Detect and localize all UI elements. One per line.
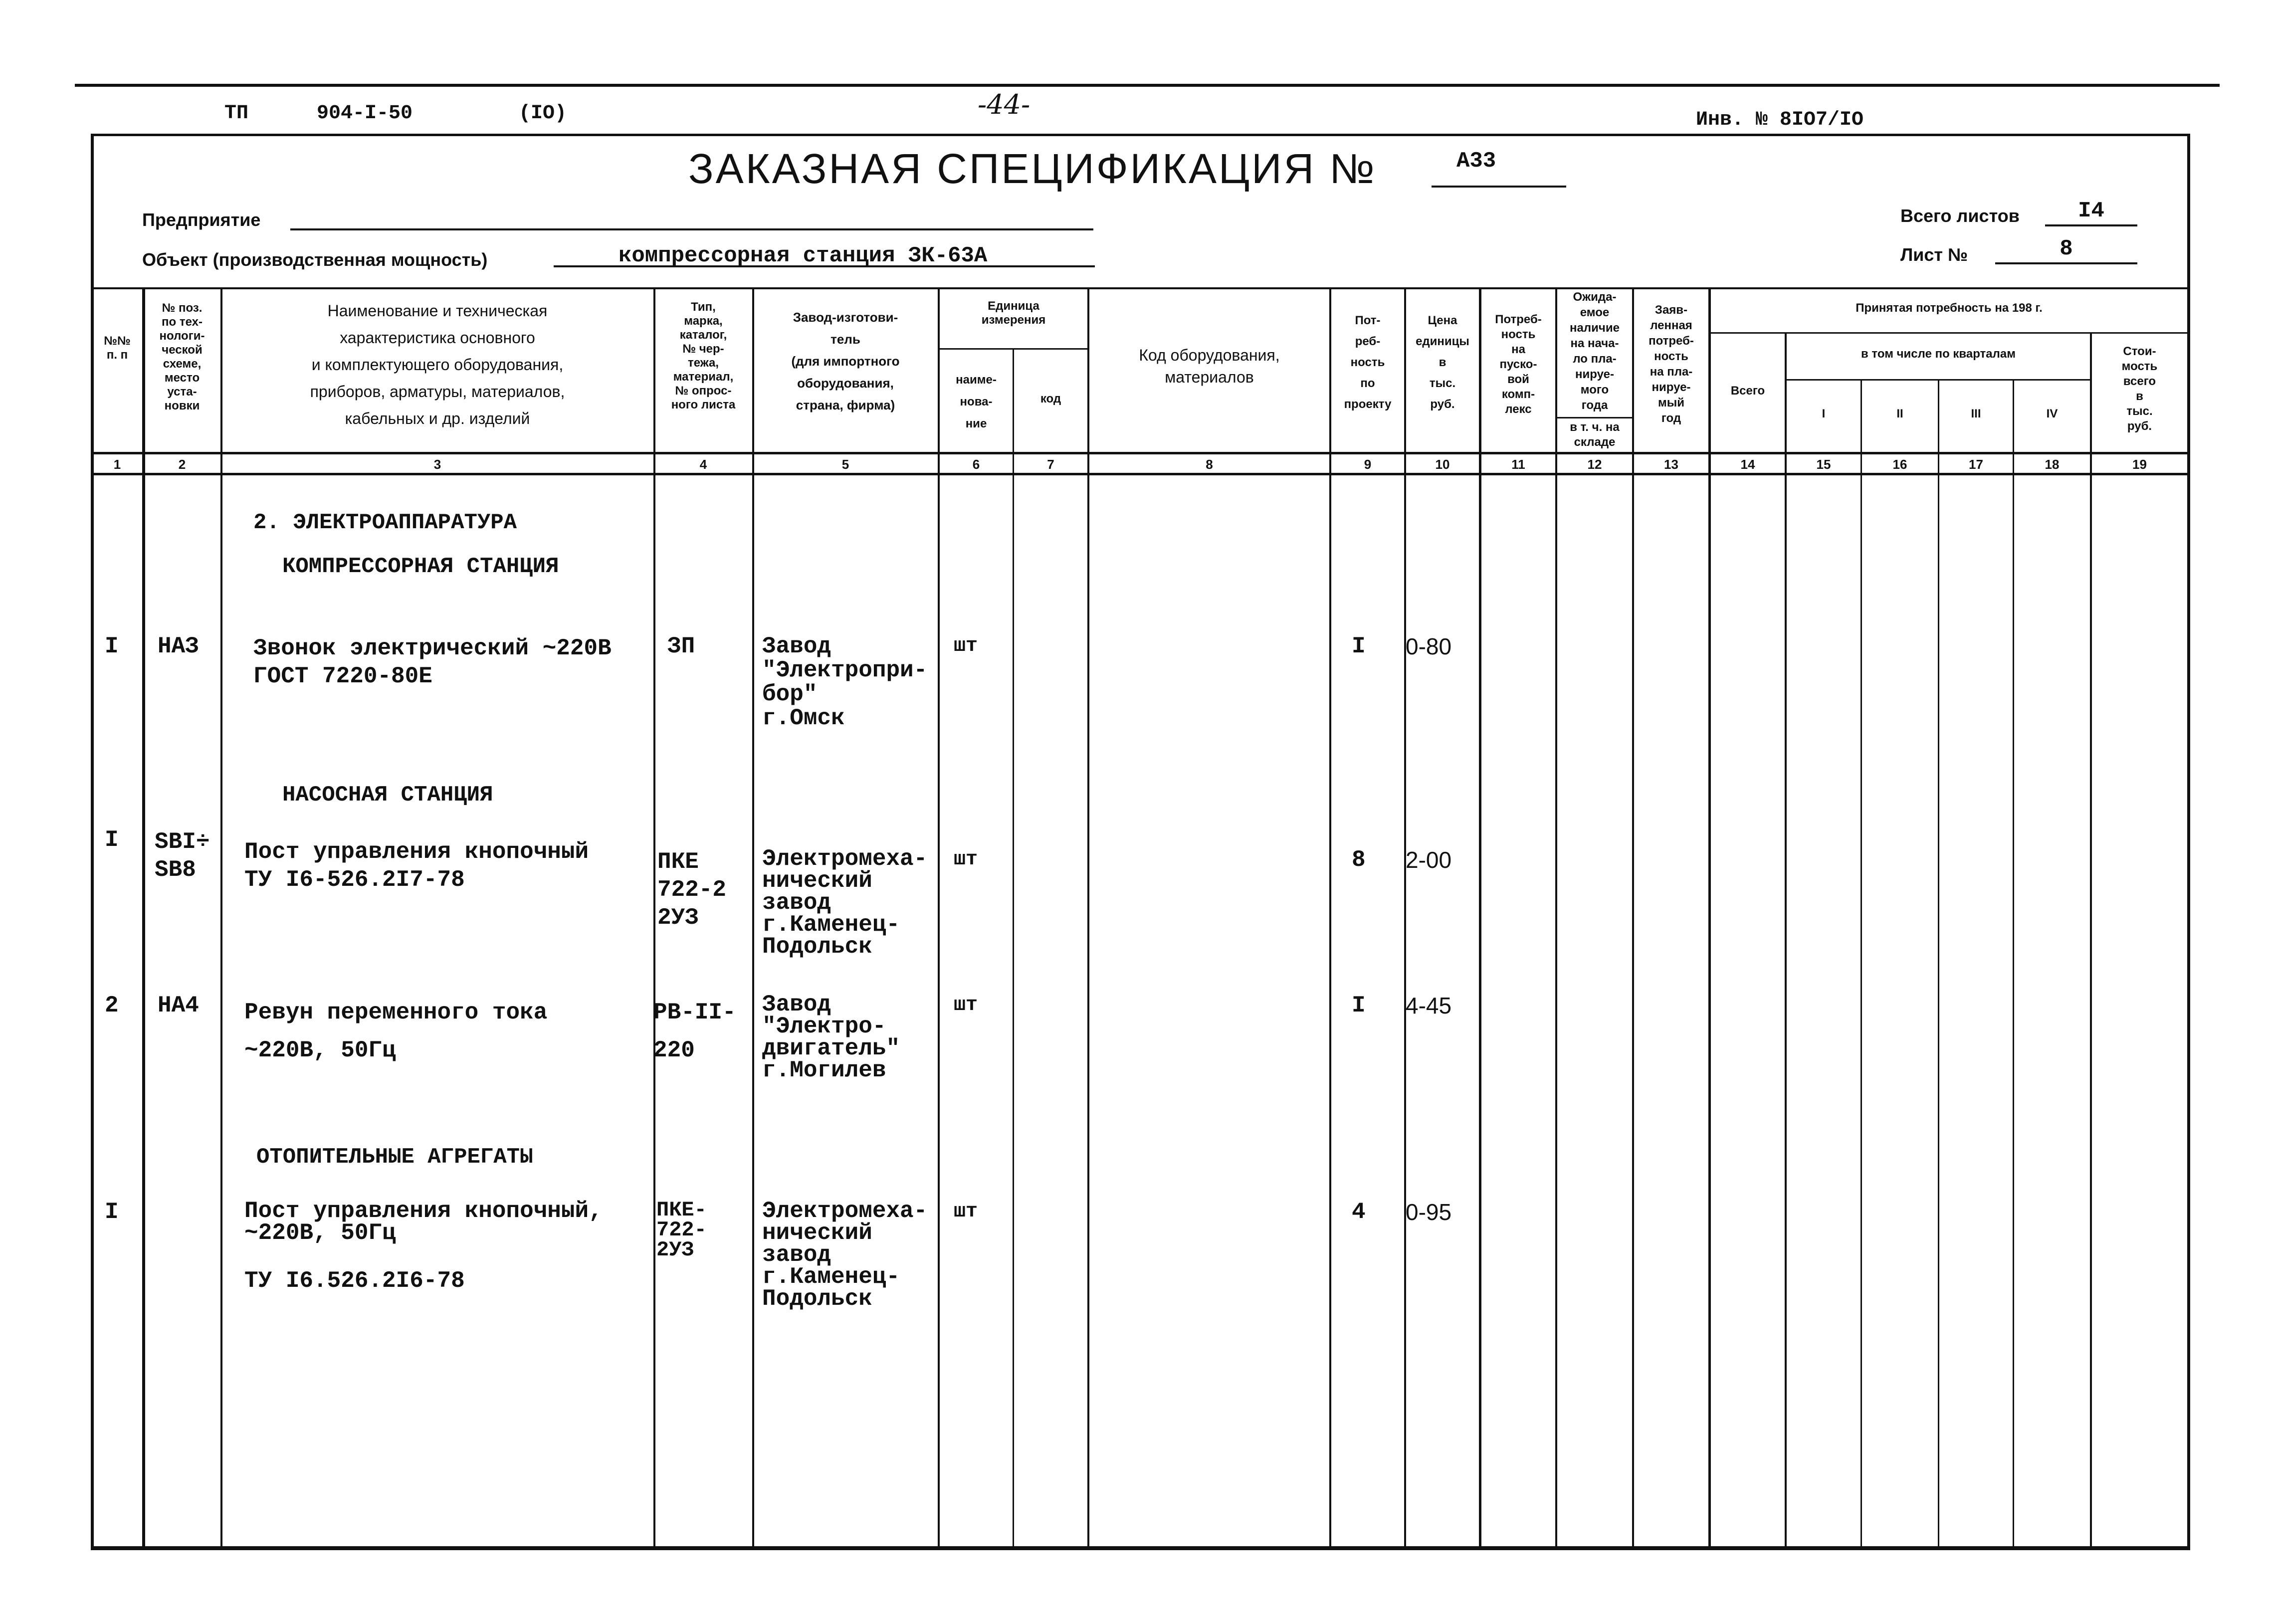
c12-divider xyxy=(1556,417,1632,418)
table-row-4-qty: 4 xyxy=(1352,1199,1366,1225)
header-c18: IV xyxy=(2046,407,2058,420)
col-line-2 xyxy=(220,287,222,1549)
header-c12-top: Ожида- емое наличие на нача- ло пла- нируе- мого года xyxy=(1570,290,1620,412)
colnum-5: 5 xyxy=(841,457,849,472)
header-c15: I xyxy=(1822,407,1826,420)
col-line-10 xyxy=(1479,287,1481,1549)
frame-bottom xyxy=(91,1546,2190,1550)
table-row-4-name2: ТУ I6.526.2I6-78 xyxy=(244,1268,465,1294)
header-c17: III xyxy=(1971,407,1981,420)
header-c9: Пот- реб- ность по проекту xyxy=(1344,314,1392,411)
top-rule xyxy=(75,84,2220,87)
table-row-2-qty: 8 xyxy=(1352,847,1366,873)
colnum-10: 10 xyxy=(1435,457,1450,472)
header-c12-bottom: в т. ч. на складе xyxy=(1570,420,1620,449)
colnum-15: 15 xyxy=(1816,457,1831,472)
table-row-2-unit: шт xyxy=(954,848,978,871)
sheet-label: Лист № xyxy=(1900,244,1968,265)
section-heating: ОТОПИТЕЛЬНЫЕ АГРЕГАТЫ xyxy=(256,1145,533,1170)
header-c6: наиме- нова- ние xyxy=(956,373,997,430)
total-sheets-value: I4 xyxy=(2045,199,2137,226)
section-electro: 2. ЭЛЕКТРОАППАРАТУРА xyxy=(253,510,517,535)
enterprise-field xyxy=(290,206,1093,230)
sheet-value: 8 xyxy=(1995,236,2137,264)
table-row-4-maker: Электромеха- нический завод г.Каменец- Подольск xyxy=(762,1198,928,1312)
col-line-5 xyxy=(938,287,940,1549)
header-c7: код xyxy=(1040,392,1061,406)
table-row-3-num: 2 xyxy=(105,993,119,1018)
colnum-row-bottom xyxy=(92,473,2187,475)
col-line-18 xyxy=(2090,332,2092,1549)
col-line-14 xyxy=(1785,332,1787,1549)
table-header-top xyxy=(92,287,2187,289)
col-line-17 xyxy=(2013,379,2014,1549)
header-c2: № поз. по тех- нологи- ческой схеме, место уста- новки xyxy=(159,301,205,412)
col-line-15 xyxy=(1860,379,1862,1549)
spec-number-line xyxy=(1432,186,1566,188)
table-row-3-qty: I xyxy=(1352,993,1366,1018)
table-header-bottom xyxy=(92,452,2187,454)
enterprise-label: Предприятие xyxy=(142,209,261,230)
header-quarters-group: в том числе по кварталам xyxy=(1860,347,2016,361)
colnum-17: 17 xyxy=(1969,457,1983,472)
colnum-3: 3 xyxy=(433,457,441,472)
table-row-2-pos: SBI÷ SB8 xyxy=(155,829,210,883)
colnum-4: 4 xyxy=(699,457,707,472)
header-c13: Заяв- ленная потреб- ность на пла- нируе- мый год xyxy=(1649,303,1694,425)
col-line-1 xyxy=(142,287,145,1549)
object-field: компрессорная станция ЗК-63А xyxy=(554,243,1095,267)
project-number: 904-I-50 xyxy=(317,102,413,125)
header-c11: Потреб- ность на пуско- вой комп- лекс xyxy=(1495,313,1542,416)
col-line-6 xyxy=(1013,348,1014,1549)
page-number: -44- xyxy=(978,89,1031,120)
col-line-11 xyxy=(1555,287,1557,1549)
section-pump: НАСОСНАЯ СТАНЦИЯ xyxy=(282,783,493,808)
table-row-4-name: Пост управления кнопочный, ~220В, 50Гц xyxy=(244,1198,603,1246)
col-line-7 xyxy=(1087,287,1089,1549)
table-row-1-type: ЗП xyxy=(667,633,695,659)
table-row-4-num: I xyxy=(105,1199,119,1225)
header-c5: Завод-изготови- тель (для импортного оборудования, страна, фирма) xyxy=(791,310,900,412)
colnum-16: 16 xyxy=(1892,457,1907,472)
header-c10: Цена единицы в тыс. руб. xyxy=(1416,314,1469,411)
col-line-3 xyxy=(653,287,655,1549)
table-row-1-num: I xyxy=(105,633,119,659)
table-row-3-unit: шт xyxy=(954,994,978,1016)
issue-number: (IO) xyxy=(519,102,567,125)
header-c4: Тип, марка, каталог, № чер- тежа, материал, № опрос- ного листа xyxy=(671,300,736,411)
table-row-1-name: Звонок электрический ~220В ГОСТ 7220-80Е xyxy=(253,635,612,689)
header-accepted-group: Принятая потребность на 198 г. xyxy=(1856,301,2043,315)
table-row-3-price: 4-45 xyxy=(1406,993,1452,1018)
table-row-1-price: 0-80 xyxy=(1406,633,1452,659)
section-compressor: КОМПРЕССОРНАЯ СТАНЦИЯ xyxy=(282,554,559,579)
table-row-4-type: ПКЕ- 722- 2УЗ xyxy=(656,1198,707,1262)
colnum-14: 14 xyxy=(1740,457,1755,472)
colnum-19: 19 xyxy=(2132,457,2147,472)
table-row-4-unit: шт xyxy=(954,1201,978,1223)
col-line-8 xyxy=(1329,287,1331,1549)
spec-title: ЗАКАЗНАЯ СПЕЦИФИКАЦИЯ № xyxy=(688,145,1377,192)
colnum-2: 2 xyxy=(178,457,186,472)
colnum-7: 7 xyxy=(1047,457,1054,472)
table-row-3-maker: Завод "Электро- двигатель" г.Могилев xyxy=(762,992,900,1083)
colnum-8: 8 xyxy=(1206,457,1213,472)
colnum-6: 6 xyxy=(972,457,980,472)
col-line-4 xyxy=(752,287,754,1549)
frame-right xyxy=(2187,134,2190,1550)
table-row-3-name: Ревун переменного тока ~220В, 50Гц xyxy=(244,1000,548,1063)
header-c3: Наименование и техническая характеристика основного и комплектующего оборудования, приборов, арматуры, материалов, кабельных и др. изделий xyxy=(310,302,565,427)
total-sheets-label: Всего листов xyxy=(1900,205,2020,226)
header-c8: Код оборудования, материалов xyxy=(1139,346,1280,386)
table-row-1-qty: I xyxy=(1352,633,1366,659)
colnum-13: 13 xyxy=(1664,457,1678,472)
colnum-1: 1 xyxy=(113,457,121,472)
table-row-1-pos: НАЗ xyxy=(158,633,199,659)
header-c14: Всего xyxy=(1730,384,1765,398)
colnum-11: 11 xyxy=(1511,457,1525,472)
table-row-2-price: 2-00 xyxy=(1406,847,1452,873)
col-line-12 xyxy=(1632,287,1634,1549)
header-c1: №№ п. п xyxy=(104,334,131,362)
header-c19: Стои- мость всего в тыс. руб. xyxy=(2121,345,2158,433)
col-line-9 xyxy=(1404,287,1406,1549)
inventory-number: Инв. № 8IO7/IO xyxy=(1696,109,1864,131)
colnum-12: 12 xyxy=(1587,457,1602,472)
frame-top xyxy=(92,134,2187,136)
header-c16: II xyxy=(1896,407,1903,420)
table-row-2-name: Пост управления кнопочный ТУ I6-526.2I7-78 xyxy=(244,839,589,893)
table-row-1-maker: Завод "Электропри- бор" г.Омск xyxy=(762,633,928,731)
table-row-4-price: 0-95 xyxy=(1406,1199,1452,1225)
table-row-3-pos: НА4 xyxy=(158,993,199,1018)
colnum-9: 9 xyxy=(1364,457,1372,472)
col-line-13 xyxy=(1708,287,1711,1549)
accepted-divider xyxy=(1709,332,2187,334)
colnum-18: 18 xyxy=(2045,457,2060,472)
object-label: Объект (производственная мощность) xyxy=(142,249,488,270)
spec-number: А33 xyxy=(1456,149,1496,174)
table-row-3-type: РВ-II- 220 xyxy=(653,1000,736,1063)
series-label: ТП xyxy=(224,102,249,125)
table-row-2-maker: Электромеха- нический завод г.Каменец- Подольск xyxy=(762,846,928,960)
table-row-2-num: I xyxy=(105,827,119,853)
col-line-16 xyxy=(1938,379,1939,1549)
table-row-2-type: ПКЕ 722-2 2УЗ xyxy=(657,849,727,931)
header-unit-group: Единица измерения xyxy=(981,299,1046,327)
table-row-1-unit: шт xyxy=(954,635,978,657)
